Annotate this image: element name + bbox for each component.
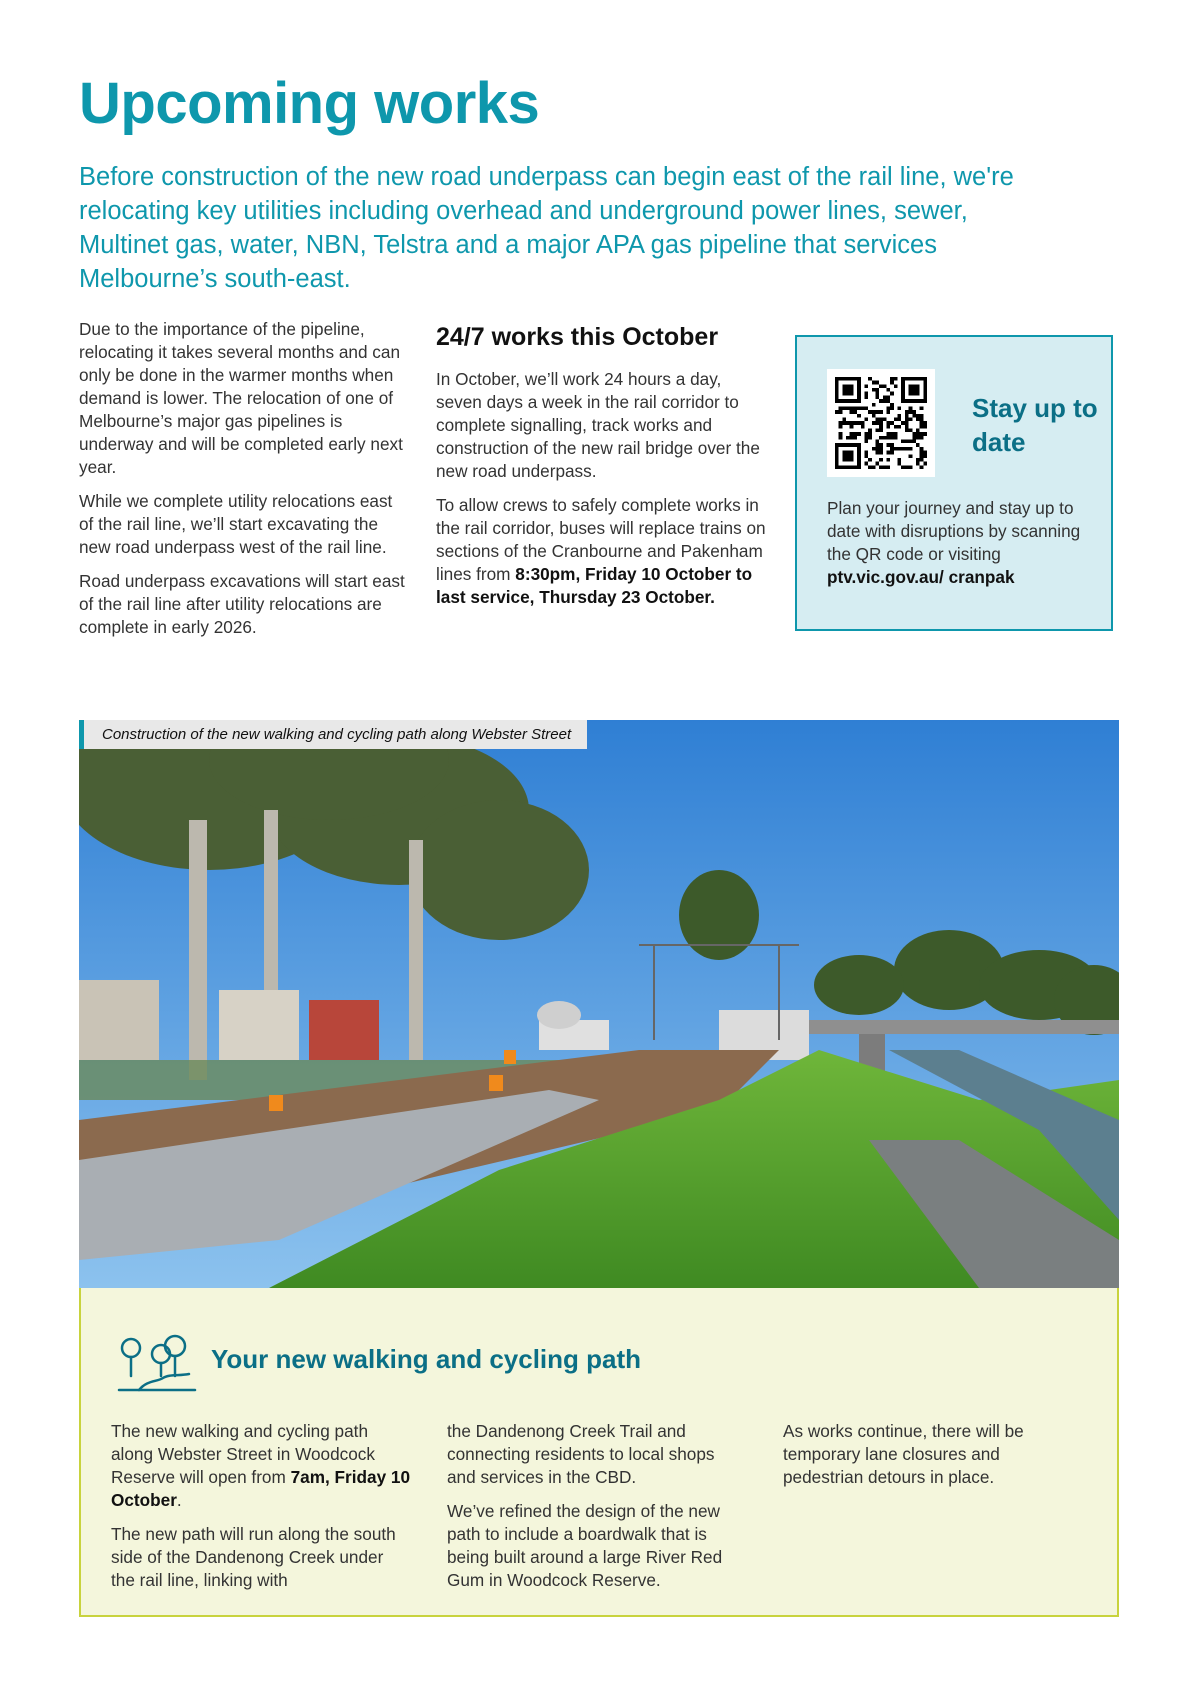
october-works-heading: 24/7 works this October xyxy=(436,323,719,351)
stay-up-to-date-title: Stay up to date xyxy=(972,393,1098,457)
path-section-title: Your new walking and cycling path xyxy=(211,1344,642,1374)
stay-up-to-date-box xyxy=(795,335,1113,631)
lane-closures-paragraph: As works continue, there will be temporary lane closures and pedestrian detours in place. xyxy=(783,1421,1024,1487)
path-column-2 xyxy=(447,1420,747,1603)
walking-cycling-path-box xyxy=(79,1288,1119,1617)
october-works-paragraph: In October, we’ll work 24 hours a day, seven days a week in the rail corridor to complete signalling, track works and construction of the new rail bridge over the new road underpass. xyxy=(436,369,760,481)
path-route-continued: the Dandenong Creek Trail and connecting residents to local shops and services in the CBD. xyxy=(447,1421,715,1487)
intro-paragraph: Before construction of the new road underpass can begin east of the rail line, we're relocating key utilities including overhead and underground power lines, sewer, Multinet gas, water, NBN, Telstra and a major APA gas pipeline that services Melbourne’s south-east. xyxy=(79,163,1014,293)
photo-caption: Construction of the new walking and cycling path along Webster Street xyxy=(79,720,587,749)
path-opening-paragraph: The new walking and cycling path along Webster Street in Woodcock Reserve will open from 7am, Friday 10 October. xyxy=(111,1421,411,1510)
construction-photo xyxy=(79,720,1119,1288)
path-column-1 xyxy=(111,1420,411,1603)
column-pipeline xyxy=(79,318,409,650)
qr-code-icon[interactable] xyxy=(827,369,935,477)
pipeline-paragraph: Due to the importance of the pipeline, relocating it takes several months and can only be done in the warmer months when demand is lower. The relocation of one of Melbourne’s major gas pipelines is underway and will be completed early next year. xyxy=(79,319,403,477)
bus-replacement-dates: 8:30pm, Friday 10 October to last service, Thursday 23 October. xyxy=(436,564,753,607)
underpass-paragraph: Road underpass excavations will start east of the rail line after utility relocations are complete in early 2026. xyxy=(79,571,405,637)
stay-up-to-date-text: Plan your journey and stay up to date with disruptions by scanning the QR code or visiting ptv.vic.gov.au/ cranpak xyxy=(827,498,1081,587)
boardwalk-paragraph: We’ve refined the design of the new path to include a boardwalk that is being built around a large River Red Gum in Woodcock Reserve. xyxy=(447,1501,723,1590)
path-opening-date: 7am, Friday 10 October xyxy=(111,1467,411,1510)
trees-path-icon xyxy=(117,1332,197,1401)
column-october-works xyxy=(436,322,766,620)
ptv-link[interactable]: ptv.vic.gov.au/ cranpak xyxy=(827,567,1015,587)
page-title: Upcoming works xyxy=(79,71,540,136)
path-route-paragraph: The new path will run along the south side of the Dandenong Creek under the rail line, linking with xyxy=(111,1524,396,1590)
bus-replacement-paragraph: To allow crews to safely complete works in the rail corridor, buses will replace trains on sections of the Cranbourne and Pakenham lines from 8:30pm, Friday 10 October to last service, Thursday 23 October. xyxy=(436,495,766,607)
path-column-3 xyxy=(783,1420,1083,1500)
utility-paragraph: While we complete utility relocations east of the rail line, we’ll start excavating the new road underpass west of the rail line. xyxy=(79,491,393,557)
